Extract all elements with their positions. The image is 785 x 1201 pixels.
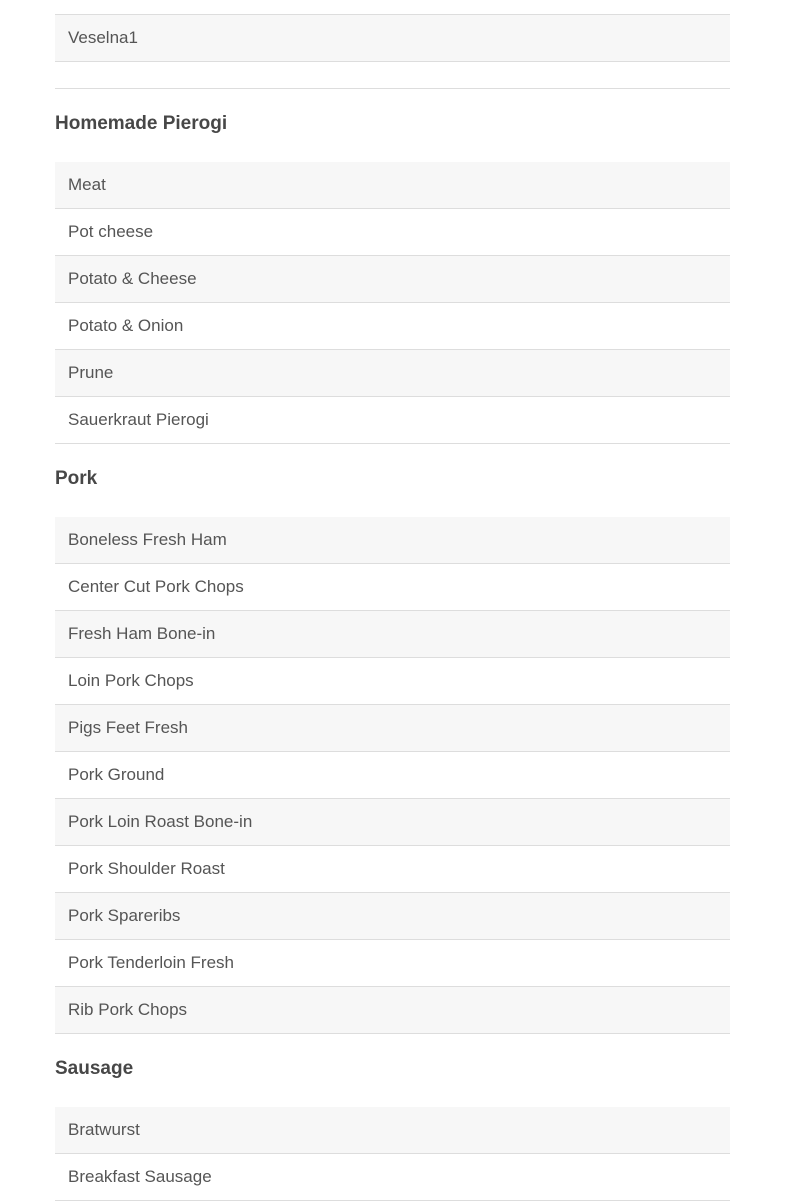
spacer <box>55 1082 730 1107</box>
table-cell: Sauerkraut Pierogi <box>55 397 730 444</box>
table-cell: Boneless Fresh Ham <box>55 517 730 564</box>
table-row <box>55 705 730 752</box>
table-row <box>55 15 730 62</box>
table-row <box>55 1154 730 1201</box>
table-cell: Fresh Ham Bone-in <box>55 611 730 658</box>
table-row <box>55 397 730 444</box>
table-cell: Pork Loin Roast Bone-in <box>55 799 730 846</box>
table-row <box>55 799 730 846</box>
table-row <box>55 162 730 209</box>
menu-content <box>55 0 730 1201</box>
menu-table-pork <box>55 517 730 1034</box>
table-row <box>55 1107 730 1154</box>
table-cell: Pork Shoulder Roast <box>55 846 730 893</box>
table-cell: Prune <box>55 350 730 397</box>
table-cell: Pot cheese <box>55 209 730 256</box>
table-row <box>55 62 730 89</box>
table-cell: Meat <box>55 162 730 209</box>
table-row <box>55 564 730 611</box>
table-row <box>55 517 730 564</box>
section-title-pork: Pork <box>55 468 98 489</box>
table-row <box>55 658 730 705</box>
table-row <box>55 611 730 658</box>
section-title-sausage: Sausage <box>55 1058 134 1079</box>
spacer <box>55 492 730 517</box>
table-cell: Pigs Feet Fresh <box>55 705 730 752</box>
spacer <box>55 89 730 111</box>
table-cell: Breakfast Sausage <box>55 1154 730 1201</box>
spacer <box>55 1034 730 1056</box>
table-row <box>55 256 730 303</box>
table-cell: Bratwurst <box>55 1107 730 1154</box>
table-cell: Pork Spareribs <box>55 893 730 940</box>
menu-table-sausage <box>55 1107 730 1201</box>
table-cell: Veselna1 <box>55 15 730 62</box>
menu-table-previous <box>55 0 730 89</box>
table-cell: Center Cut Pork Chops <box>55 564 730 611</box>
section-title-homemade-pierogi: Homemade Pierogi <box>55 113 228 134</box>
spacer <box>55 444 730 466</box>
table-row <box>55 940 730 987</box>
table-cell: Potato & Cheese <box>55 256 730 303</box>
table-cell: Potato & Onion <box>55 303 730 350</box>
table-cell <box>55 62 730 89</box>
spacer <box>55 137 730 162</box>
table-row <box>55 209 730 256</box>
table-row <box>55 350 730 397</box>
table-cell: Loin Pork Chops <box>55 658 730 705</box>
table-row <box>55 303 730 350</box>
table-row <box>55 752 730 799</box>
table-cell: Pork Ground <box>55 752 730 799</box>
table-cell: Rib Pork Chops <box>55 987 730 1034</box>
table-cell: Pork Tenderloin Fresh <box>55 940 730 987</box>
table-row <box>55 987 730 1034</box>
table-row <box>55 893 730 940</box>
menu-table-homemade-pierogi <box>55 162 730 444</box>
table-row <box>55 846 730 893</box>
